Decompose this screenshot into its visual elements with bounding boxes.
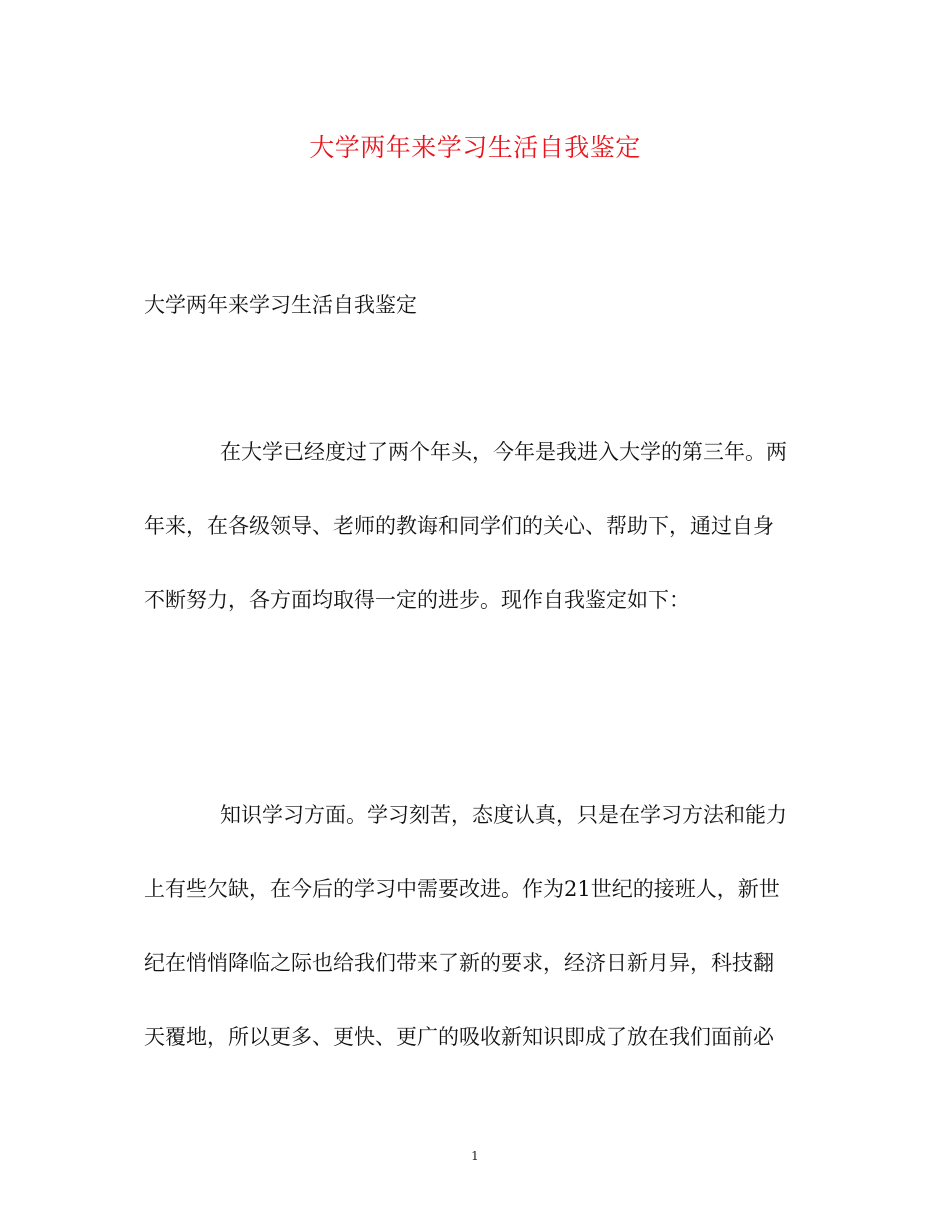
paragraph-line: 上有些欠缺，在今后的学习中需要改进。作为21世纪的接班人，新世 <box>144 877 780 901</box>
paragraph-line: 不断努力，各方面均取得一定的进步。现作自我鉴定如下： <box>144 588 690 612</box>
paragraph-line: 知识学习方面。学习刻苦，态度认真，只是在学习方法和能力 <box>220 803 787 827</box>
document-title: 大学两年来学习生活自我鉴定 <box>309 133 641 162</box>
document-subtitle: 大学两年来学习生活自我鉴定 <box>144 293 417 317</box>
page-number: 1 <box>471 1149 479 1163</box>
paragraph-line: 纪在悄悄降临之际也给我们带来了新的要求，经济日新月异，科技翻 <box>144 951 774 975</box>
paragraph-line: 年来，在各级领导、老师的教诲和同学们的关心、帮助下，通过自身 <box>144 514 774 538</box>
paragraph-line: 天覆地，所以更多、更快、更广的吸收新知识即成了放在我们面前必 <box>144 1025 774 1049</box>
paragraph-line: 在大学已经度过了两个年头，今年是我进入大学的第三年。两 <box>220 440 787 464</box>
